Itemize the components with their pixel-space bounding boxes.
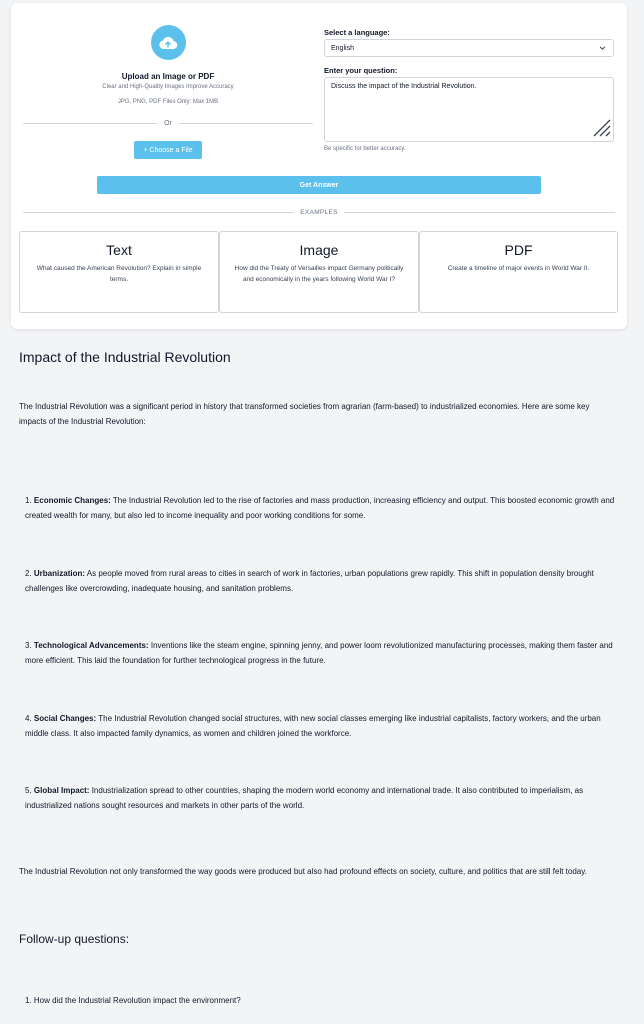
cloud-upload-icon[interactable] [151, 25, 186, 60]
or-label: Or [164, 120, 172, 127]
list-item [25, 639, 619, 668]
list-number: 3. [25, 641, 32, 650]
answer-intro: The Industrial Revolution was a significant period in history that transformed societies from agrarian (farm-based) to industrialized economies. Here are some key impacts of the Industrial Revolution: [19, 402, 590, 426]
list-item-body: The Industrial Revolution changed social structures, with new social classes emerging like industrial capitalists, factory workers, and the urban middle class. It also impacted family dynamics, as women and children joined the workforce. [25, 714, 601, 738]
list-item-body: As people moved from rural areas to cities in search of work in factories, urban populations grew rapidly. This shift in population density brought challenges like overcrowding, inadequate housing, and sanitation problems. [25, 569, 594, 593]
language-selected-value: English [331, 44, 354, 52]
list-item-heading: Economic Changes: [33, 496, 111, 505]
list-number: 1. [25, 996, 32, 1005]
question-hint: Be specific for better accuracy. [324, 146, 406, 152]
example-card-image[interactable] [219, 231, 419, 313]
example-title: Text [106, 242, 132, 258]
example-text: How did the Treaty of Versailles impact Germany politically and economically in the years following World War I? [234, 265, 404, 283]
upload-area[interactable] [23, 25, 313, 105]
example-title: PDF [504, 242, 533, 258]
chevron-down-icon [599, 45, 606, 53]
list-number: 5. [25, 786, 32, 795]
example-text: What caused the American Revolution? Explain in simple terms. [36, 265, 202, 283]
upload-file-types: JPG, PNG, PDF Files Only: Max 1MB [117, 99, 219, 105]
answer-conclusion: The Industrial Revolution not only transformed the way goods were produced but also had profound effects on society, culture, and politics that are still felt today. [19, 867, 587, 876]
list-item [25, 494, 619, 523]
list-number: 4. [25, 714, 32, 723]
language-label: Select a language: [324, 28, 390, 37]
list-item-heading: Technological Advancements: [33, 641, 149, 650]
divider-line [344, 212, 615, 213]
example-title: Image [299, 242, 339, 258]
example-text: Create a timeline of major events in World War II. [447, 265, 590, 272]
upload-title: Upload an Image or PDF [121, 72, 215, 81]
answer-title: Impact of the Industrial Revolution [19, 349, 231, 365]
divider-line [23, 212, 294, 213]
upload-subtitle: Clear and High-Quality Images Improve Accuracy [102, 84, 234, 90]
choose-file-button[interactable]: + Choose a File [134, 141, 202, 159]
example-card-pdf[interactable] [419, 231, 618, 313]
list-item [25, 567, 619, 596]
list-item [25, 784, 619, 813]
list-item-body: Inventions like the steam engine, spinning jenny, and power loom revolutionized manufacturing processes, making them faster and more efficient. This laid the foundation for further technological progress in the future. [25, 641, 613, 665]
question-textarea[interactable] [324, 77, 614, 142]
divider-line [179, 123, 313, 124]
answer-panel [11, 340, 627, 1024]
question-text: Discuss the impact of the Industrial Revolution. [331, 83, 477, 90]
list-number: 1. [25, 496, 32, 505]
get-answer-button[interactable]: Get Answer [97, 176, 541, 194]
list-item-heading: Social Changes: [33, 714, 97, 723]
list-item-heading: Global Impact: [33, 786, 90, 795]
example-card-text[interactable] [19, 231, 219, 313]
examples-label: EXAMPLES [300, 209, 338, 216]
resize-handle-icon[interactable] [591, 117, 611, 139]
followup-text: How did the Industrial Revolution impact the environment? [33, 996, 241, 1005]
language-select[interactable] [324, 39, 614, 57]
followup-item[interactable] [25, 994, 619, 1009]
divider-line [23, 123, 157, 124]
examples-divider [23, 209, 615, 216]
list-item-heading: Urbanization: [33, 569, 86, 578]
list-item [25, 712, 619, 741]
followup-title: Follow-up questions: [19, 932, 130, 946]
or-divider [23, 120, 313, 127]
list-number: 2. [25, 569, 32, 578]
list-item-body: The Industrial Revolution led to the rise of factories and mass production, increasing efficiency and output. This boosted economic growth and created wealth for many, but also led to income inequality and poor working conditions for some. [25, 496, 615, 520]
question-label: Enter your question: [324, 66, 398, 75]
list-item-body: Industrialization spread to other countries, shaping the modern world economy and international trade. It also contributed to imperialism, as industrialized nations sought resources and markets in other parts of the world. [25, 786, 584, 810]
